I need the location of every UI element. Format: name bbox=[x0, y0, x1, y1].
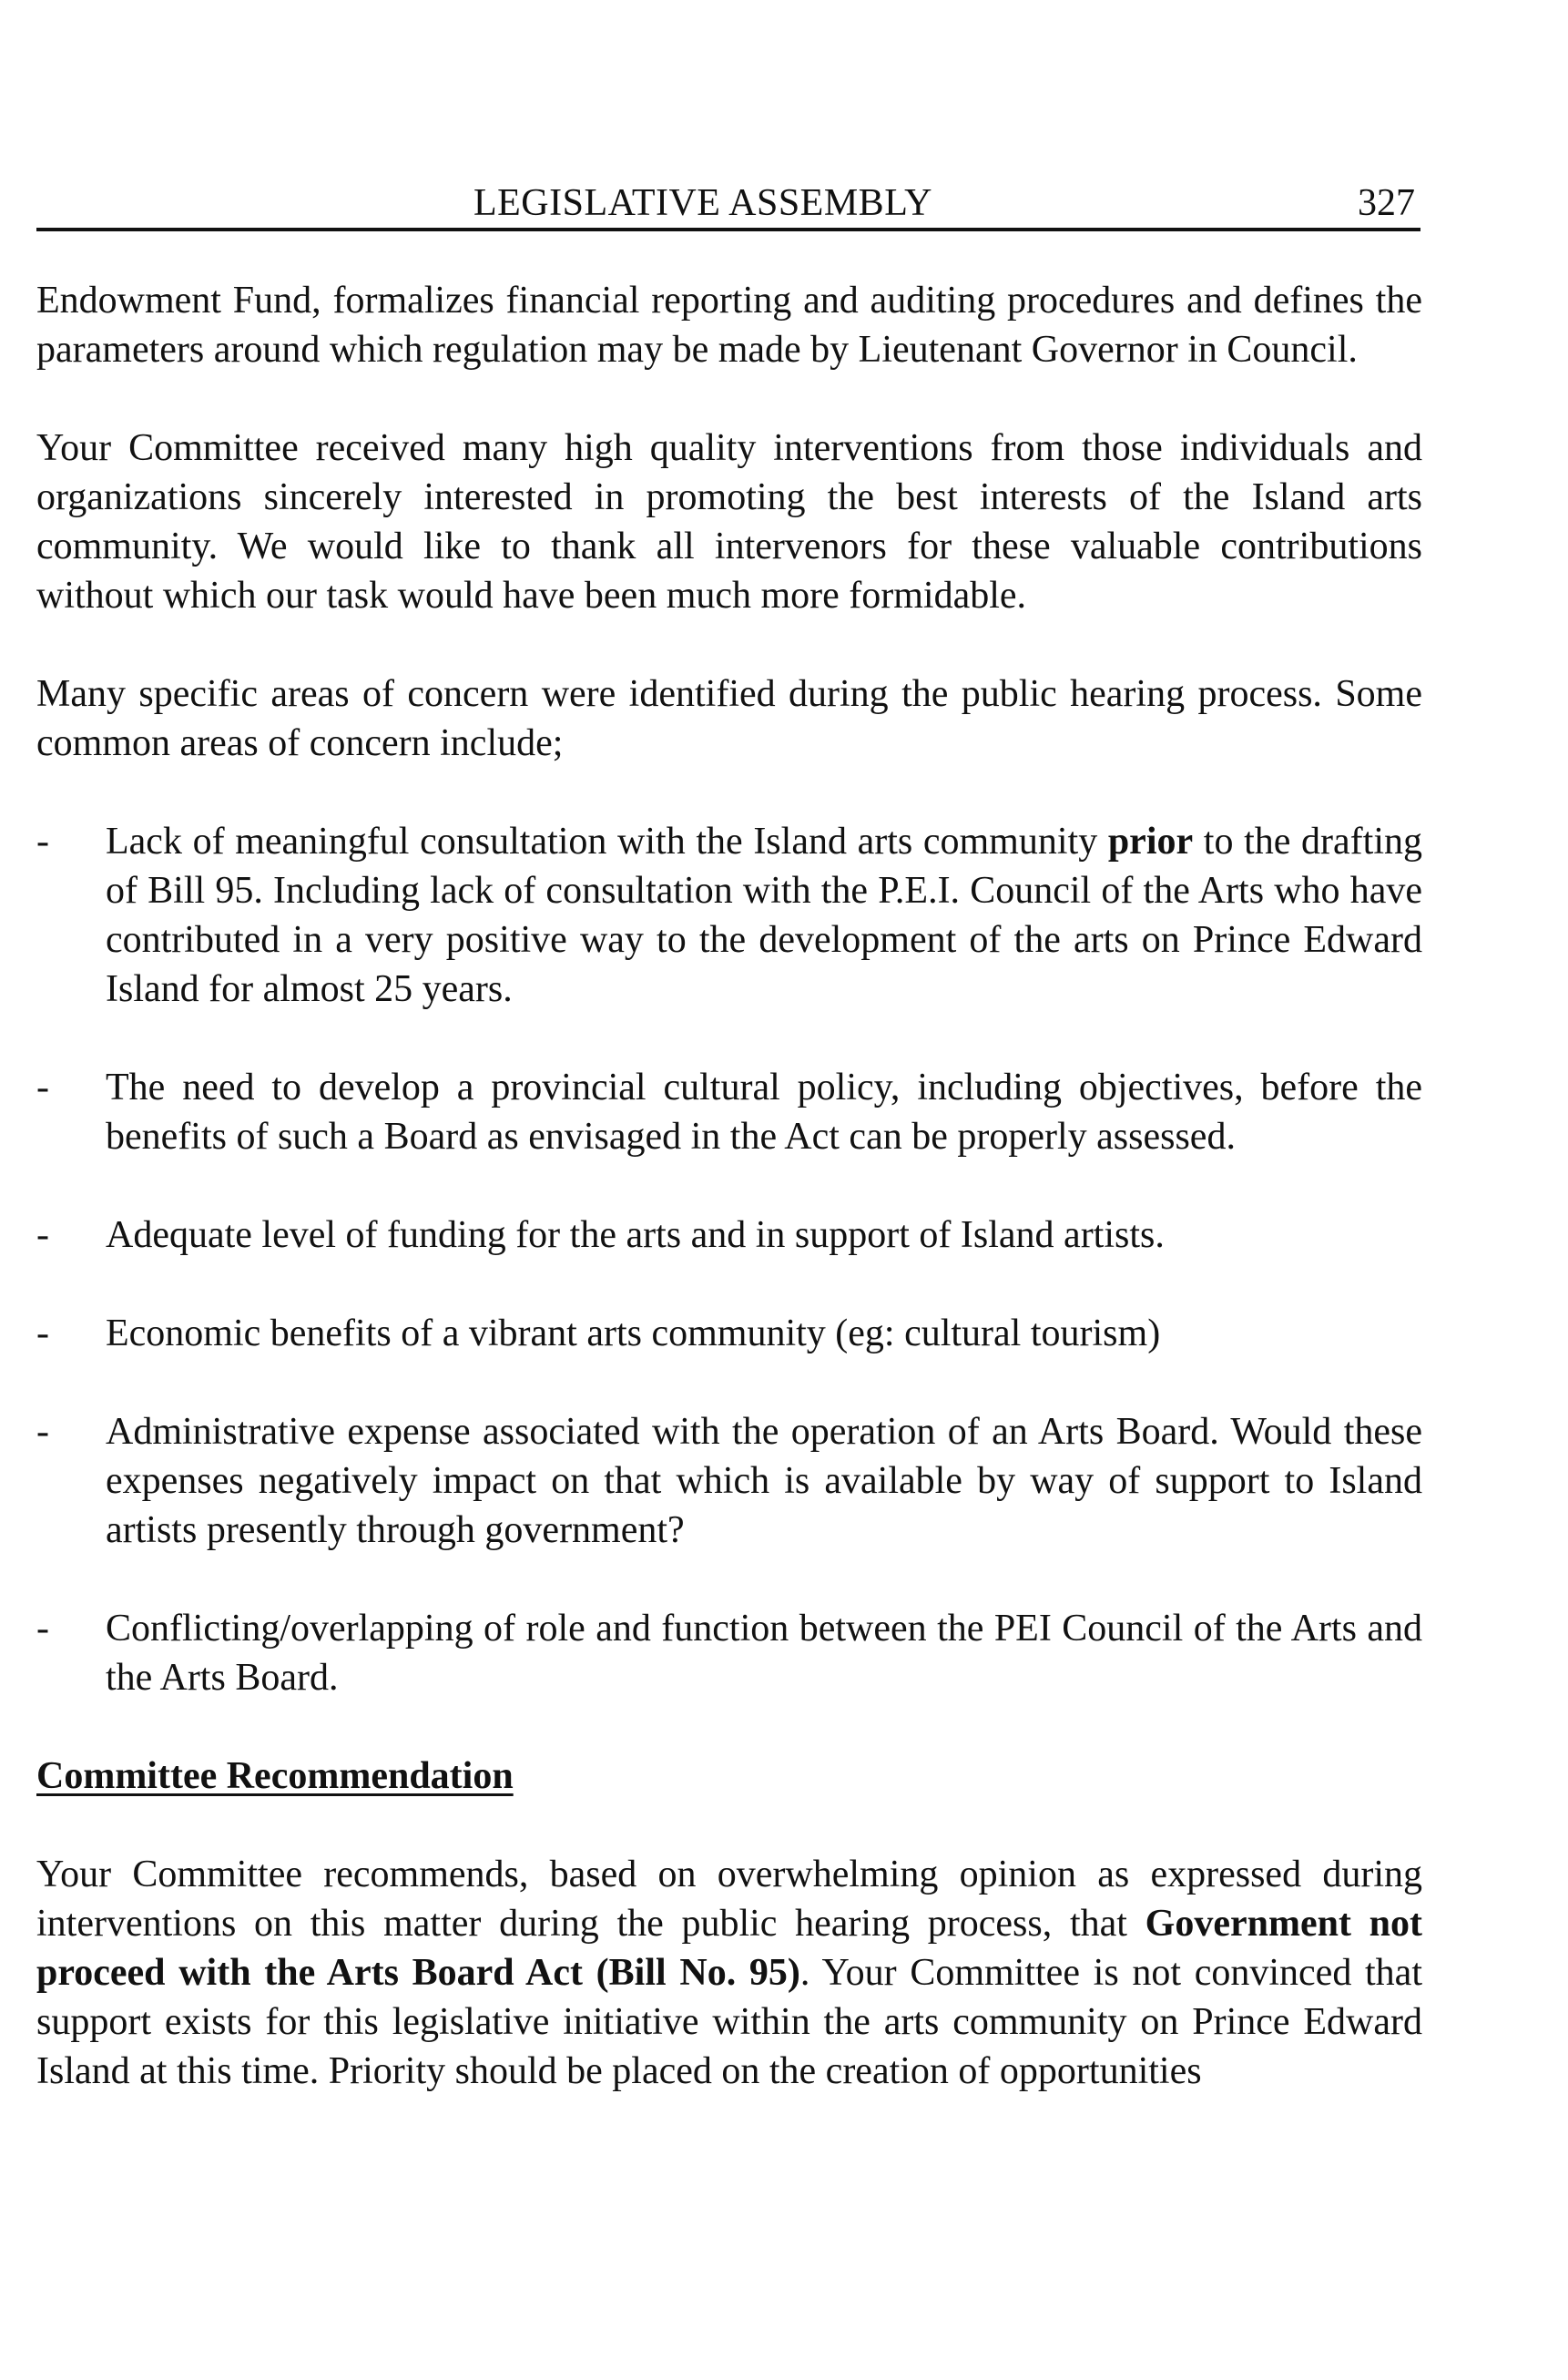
list-dash: - bbox=[36, 1067, 49, 1108]
emphasis-prior: prior bbox=[1107, 821, 1194, 863]
list-item: - Adequate level of funding for the arts and in support of Island artists. bbox=[36, 1210, 1422, 1260]
list-item: - Administrative expense associated with the operation of an Arts Board. Would these expenses negatively impact on that which is available by way of support to Island artists presently through government? bbox=[36, 1407, 1422, 1555]
emphasis-recommendation: Government not proceed with the Arts Board Act (Bill No. 95) bbox=[36, 1903, 1422, 1994]
paragraph-areas-of-concern: Many specific areas of concern were identified during the public hearing process. Some common areas of concern include; bbox=[36, 673, 1422, 764]
document-body bbox=[36, 276, 1422, 2096]
list-dash: - bbox=[36, 821, 49, 863]
header-title: LEGISLATIVE ASSEMBLY bbox=[473, 182, 932, 224]
paragraph-interventions: Your Committee received many high quality interventions from those individuals and organizations sincerely interested in promoting the best interests of the Island arts community. We would like to thank all intervenors for these valuable contributions without which our task would have been much more formidable. bbox=[36, 427, 1422, 617]
list-dash: - bbox=[36, 1411, 49, 1453]
list-dash: - bbox=[36, 1214, 49, 1256]
concerns-list bbox=[36, 817, 1422, 1702]
paragraph-endowment-fund: Endowment Fund, formalizes financial reporting and auditing procedures and defines the parameters around which regulation may be made by Lieutenant Governor in Council. bbox=[36, 280, 1422, 371]
running-header bbox=[36, 179, 1420, 231]
list-dash: - bbox=[36, 1608, 49, 1650]
list-item: - The need to develop a provincial cultural policy, including objectives, before the benefits of such a Board as envisaged in the Act can be properly assessed. bbox=[36, 1063, 1422, 1161]
list-item: - Lack of meaningful consultation with the Island arts community prior to the drafting of Bill 95. Including lack of consultation with the P.E.I. Council of the Arts who have contributed in a very positive way to the development of the arts on Prince Edward Island for almost 25 years. bbox=[36, 817, 1422, 1014]
list-item: - Economic benefits of a vibrant arts community (eg: cultural tourism) bbox=[36, 1309, 1422, 1358]
section-heading-committee-recommendation: Committee Recommendation bbox=[36, 1755, 514, 1797]
paragraph-recommendation: Your Committee recommends, based on overwhelming opinion as expressed during interventions on this matter during the public hearing process, that Government not proceed with the Arts Board Act (Bill No. 95). Your Committee is not convinced that support exists for this legislative initiative within the arts community on Prince Edward Island at this time. Priority should be placed on the creation of opportunities bbox=[36, 1854, 1422, 2092]
list-item: - Conflicting/overlapping of role and function between the PEI Council of the Arts and the Arts Board. bbox=[36, 1604, 1422, 1702]
list-dash: - bbox=[36, 1313, 49, 1354]
page-number: 327 bbox=[1358, 182, 1415, 224]
